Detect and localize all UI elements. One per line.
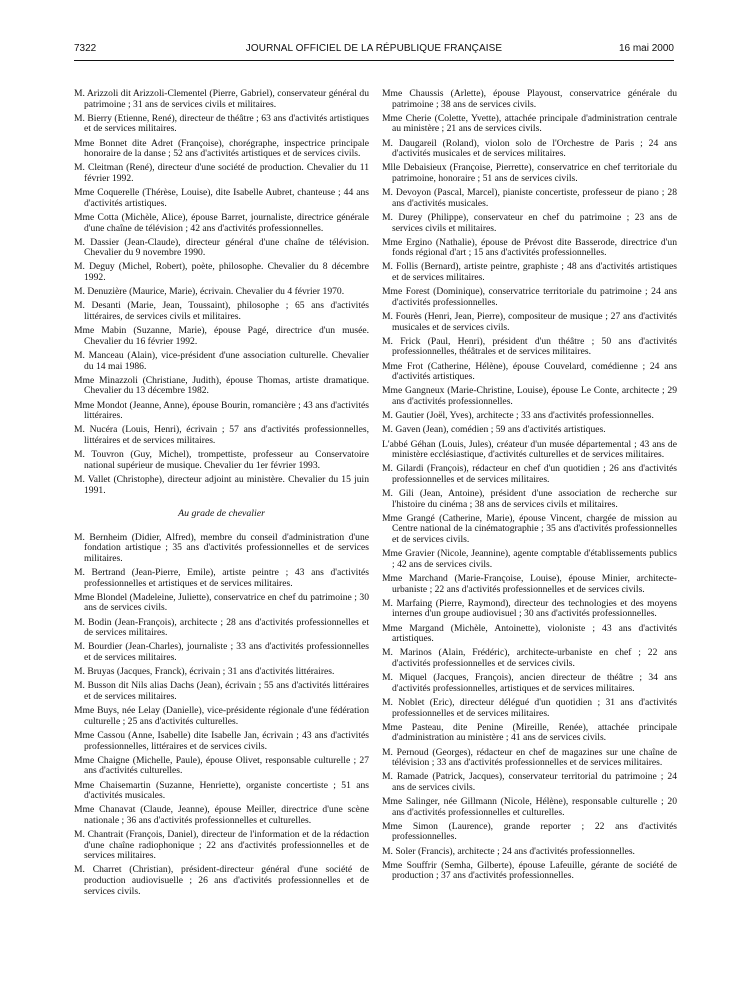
award-entry: M. Deguy (Michel, Robert), poète, philosophe. Chevalier du 8 décembre 1992. (74, 261, 369, 284)
award-entry: Mme Forest (Dominique), conservatrice territoriale du patrimoine ; 24 ans d'activités professionnelles. (382, 286, 677, 308)
page-header (74, 43, 674, 59)
right-column (382, 89, 677, 886)
award-entry: Mme Chaussis (Arlette), épouse Playoust, conservatrice générale du patrimoine ; 38 ans de services civils. (382, 88, 677, 110)
left-entries-bottom (74, 533, 369, 898)
award-entry: M. Durey (Philippe), conservateur en chef du patrimoine ; 23 ans de services civils et militaires. (382, 211, 677, 234)
award-entry: M. Dassier (Jean-Claude), directeur général d'une chaîne de télévision. Chevalier du 9 novembre 1990. (74, 236, 369, 259)
award-entry: M. Miquel (Jacques, François), ancien directeur de théâtre ; 34 ans d'activités professionnelles, artistiques et de services militaires. (382, 672, 677, 694)
award-entry: Mme Ergino (Nathalie), épouse de Prévost dite Basserode, directrice d'un fonds régional d'art ; 15 ans d'activités professionnelles. (382, 236, 677, 259)
award-entry: M. Touvron (Guy, Michel), trompettiste, professeur au Conservatoire national supérieur de musique. Chevalier du 1er février 1993. (74, 449, 369, 471)
award-entry: M. Busson dit Nils alias Dachs (Jean), écrivain ; 55 ans d'activités littéraires et de services militaires. (74, 680, 369, 702)
award-entry: Mme Minazzoli (Christiane, Judith), épouse Thomas, artiste dramatique. Chevalier du 13 décembre 1982. (74, 374, 369, 397)
award-entry: M. Chantrait (François, Daniel), directeur de l'information et de la rédaction d'une chaîne radiophonique ; 22 ans d'activités professionnelles et de services militaires. (74, 829, 369, 862)
award-entry: Mme Cotta (Michèle, Alice), épouse Barret, journaliste, directrice générale d'une chaîne de télévision ; 42 ans d'activités professionnelles. (74, 211, 369, 234)
award-entry: M. Desanti (Marie, Jean, Toussaint), philosophe ; 65 ans d'activités littéraires, de services civils et militaires. (74, 300, 369, 323)
section-title: Au grade de chevalier (178, 508, 265, 520)
award-entry: Mme Chaigne (Michelle, Paule), épouse Olivet, responsable culturelle ; 27 ans d'activités culturelles. (74, 754, 369, 777)
award-entry: M. Charret (Christian), président-directeur général d'une société de production audiovisuelle ; 26 ans d'activités professionnelles et de services civils. (74, 864, 369, 897)
award-entry: Mme Cassou (Anne, Isabelle) dite Isabelle Jan, écrivain ; 43 ans d'activités professionnelles, littéraires et de services civils. (74, 729, 369, 752)
award-entry: Mme Simon (Laurence), grande reporter ; 22 ans d'activités professionnelles. (382, 820, 677, 843)
award-entry: M. Gili (Jean, Antoine), président d'une association de recherche sur l'histoire du cinéma ; 38 ans de services civils et militaires. (382, 488, 677, 510)
award-entry: M. Denuzière (Maurice, Marie), écrivain. Chevalier du 4 février 1970. (74, 286, 345, 298)
award-entry: M. Devoyon (Pascal, Marcel), pianiste concertiste, professeur de piano ; 28 ans d'activités musicales. (382, 187, 677, 209)
award-entry: M. Fourès (Henri, Jean, Pierre), compositeur de musique ; 27 ans d'activités musicales et de services civils. (382, 311, 677, 333)
award-entry: M. Gaven (Jean), comédien ; 59 ans d'activités artistiques. (382, 424, 606, 436)
award-entry: Mme Chaisemartin (Suzanne, Henriette), organiste concertiste ; 51 ans d'activités musicales. (74, 779, 369, 802)
header-rule (74, 60, 674, 61)
award-entry: M. Bernheim (Didier, Alfred), membre du conseil d'administration d'une fondation artistique ; 35 ans d'activités professionnelles et de services militaires. (74, 531, 369, 564)
award-entry: Mme Marchand (Marie-Françoise, Louise), épouse Minier, architecte-urbaniste ; 22 ans d'activités professionnelles et de services civils. (382, 573, 677, 595)
award-entry: M. Gilardi (François), rédacteur en chef d'un quotidien ; 26 ans d'activités professionnelles et de services militaires. (382, 463, 677, 485)
award-entry: Mme Gangneux (Marie-Christine, Louise), épouse Le Conte, architecte ; 29 ans d'activités professionnelles. (382, 385, 677, 407)
award-entry: Mme Frot (Catherine, Hélène), épouse Couvelard, comédienne ; 24 ans d'activités artistiques. (382, 360, 677, 383)
award-entry: M. Bodin (Jean-François), architecte ; 28 ans d'activités professionnelles et de services militaires. (74, 616, 369, 639)
left-entries-top (74, 89, 369, 496)
award-entry: M. Follis (Bernard), artiste peintre, graphiste ; 48 ans d'activités artistiques et de services militaires. (382, 261, 677, 284)
award-entry: Mme Mabin (Suzanne, Marie), épouse Pagé, directrice d'un musée. Chevalier du 16 février 1992. (74, 325, 369, 347)
award-entry: Mme Margand (Michèle, Antoinette), violoniste ; 43 ans d'activités artistiques. (382, 622, 677, 645)
award-entry: M. Frick (Paul, Henri), président d'un théâtre ; 50 ans d'activités professionnelles, théâtrales et de services militaires. (382, 335, 677, 358)
award-entry: Mme Coquerelle (Thérèse, Louise), dite Isabelle Aubret, chanteuse ; 44 ans d'activités artistiques. (74, 187, 369, 209)
award-entry: M. Arizzoli dit Arizzoli-Clementel (Pierre, Gabriel), conservateur général du patrimoine ; 31 ans de services civils et militaires. (74, 88, 369, 110)
award-entry: M. Vallet (Christophe), directeur adjoint au ministère. Chevalier du 15 juin 1991. (74, 473, 369, 496)
award-entry: M. Cleitman (René), directeur d'une société de production. Chevalier du 11 février 1992. (74, 162, 369, 184)
award-entry: M. Ramade (Patrick, Jacques), conservateur territorial du patrimoine ; 24 ans de services civils. (382, 771, 677, 793)
award-entry: M. Soler (Francis), architecte ; 24 ans d'activités professionnelles. (382, 845, 635, 857)
award-entry: M. Bierry (Etienne, René), directeur de théâtre ; 63 ans d'activités artistiques et de services militaires. (74, 112, 369, 135)
award-entry: Mme Bonnet dite Adret (Françoise), chorégraphe, inspectrice principale honoraire de la danse ; 52 ans d'activités artistiques et de services civils. (74, 137, 369, 160)
award-entry: M. Bertrand (Jean-Pierre, Emile), artiste peintre ; 43 ans d'activités professionnelles et artistiques et de services militaires. (74, 567, 369, 589)
award-entry: Mme Pasteau, dite Penine (Mireille, Renée), attachée principale d'administration au ministère ; 41 ans de services civils. (382, 721, 677, 744)
award-entry: M. Daugareil (Roland), violon solo de l'Orchestre de Paris ; 24 ans d'activités musicales et de services militaires. (382, 137, 677, 160)
award-entry: Mme Chanavat (Claude, Jeanne), épouse Meiller, directrice d'une scène nationale ; 36 ans d'activités professionnelles et culturelles. (74, 804, 369, 826)
award-entry: M. Gautier (Joël, Yves), architecte ; 33 ans d'activités professionnelles. (382, 410, 654, 422)
award-entry: Mme Blondel (Madeleine, Juliette), conservatrice en chef du patrimoine ; 30 ans de services civils. (74, 591, 369, 614)
award-entry: Mme Gravier (Nicole, Jeannine), agente comptable d'établissements publics ; 42 ans de services civils. (382, 548, 677, 570)
right-entries (382, 89, 677, 882)
award-entry: Mme Buys, née Lelay (Danielle), vice-présidente régionale d'une fédération culturelle ; 25 ans d'activités culturelles. (74, 705, 369, 727)
journal-title: JOURNAL OFFICIEL DE LA RÉPUBLIQUE FRANÇAISE (245, 43, 503, 54)
award-entry: Mme Salinger, née Gillmann (Nicole, Hélène), responsable culturelle ; 20 ans d'activités professionnelles et culturelles. (382, 796, 677, 818)
award-entry: M. Bruyas (Jacques, Franck), écrivain ; 31 ans d'activités littéraires. (74, 666, 335, 678)
award-entry: Mme Grangé (Catherine, Marie), épouse Vincent, chargée de mission au Centre national de la cinématographie ; 35 ans d'activités professionnelles et de services civils. (382, 512, 677, 546)
award-entry: M. Bourdier (Jean-Charles), journaliste ; 33 ans d'activités professionnelles et de services militaires. (74, 641, 369, 663)
award-entry: M. Marfaing (Pierre, Raymond), directeur des technologies et des moyens internes d'un groupe audiovisuel ; 30 ans d'activités professionnelles. (382, 597, 677, 620)
award-entry: M. Marinos (Alain, Frédéric), architecte-urbaniste en chef ; 22 ans d'activités professionnelles et de services civils. (382, 647, 677, 669)
award-entry: Mme Souffrir (Semha, Gilberte), épouse Lafeuille, gérante de société de production ; 37 ans d'activités professionnelles. (382, 859, 677, 882)
left-column (74, 89, 369, 901)
award-entry: M. Noblet (Eric), directeur délégué d'un quotidien ; 31 ans d'activités professionnelles et de services militaires. (382, 696, 677, 719)
publication-date: 16 mai 2000 (618, 43, 674, 54)
page-number: 7322 (74, 43, 97, 54)
award-entry: M. Manceau (Alain), vice-président d'une association culturelle. Chevalier du 14 mai 1986. (74, 350, 369, 372)
award-entry: M. Pernoud (Georges), rédacteur en chef de magazines sur une chaîne de télévision ; 33 ans d'activités professionnelles et de services militaires. (382, 746, 677, 769)
award-entry: Mme Cherie (Colette, Yvette), attachée principale d'administration centrale au ministère ; 21 ans de services civils. (382, 112, 677, 135)
award-entry: Mme Mondot (Jeanne, Anne), épouse Bourin, romancière ; 43 ans d'activités littéraires. (74, 399, 369, 422)
award-entry: M. Nucéra (Louis, Henri), écrivain ; 57 ans d'activités professionnelles, littéraires et de services militaires. (74, 424, 369, 446)
award-entry: L'abbé Géhan (Louis, Jules), créateur d'un musée départemental ; 43 ans de ministère ecclésiastique, d'activités culturelles et de services militaires. (382, 438, 677, 461)
award-entry: Mlle Debaisieux (Françoise, Pierrette), conservatrice en chef territoriale du patrimoine, honoraire ; 51 ans de services civils. (382, 162, 677, 184)
